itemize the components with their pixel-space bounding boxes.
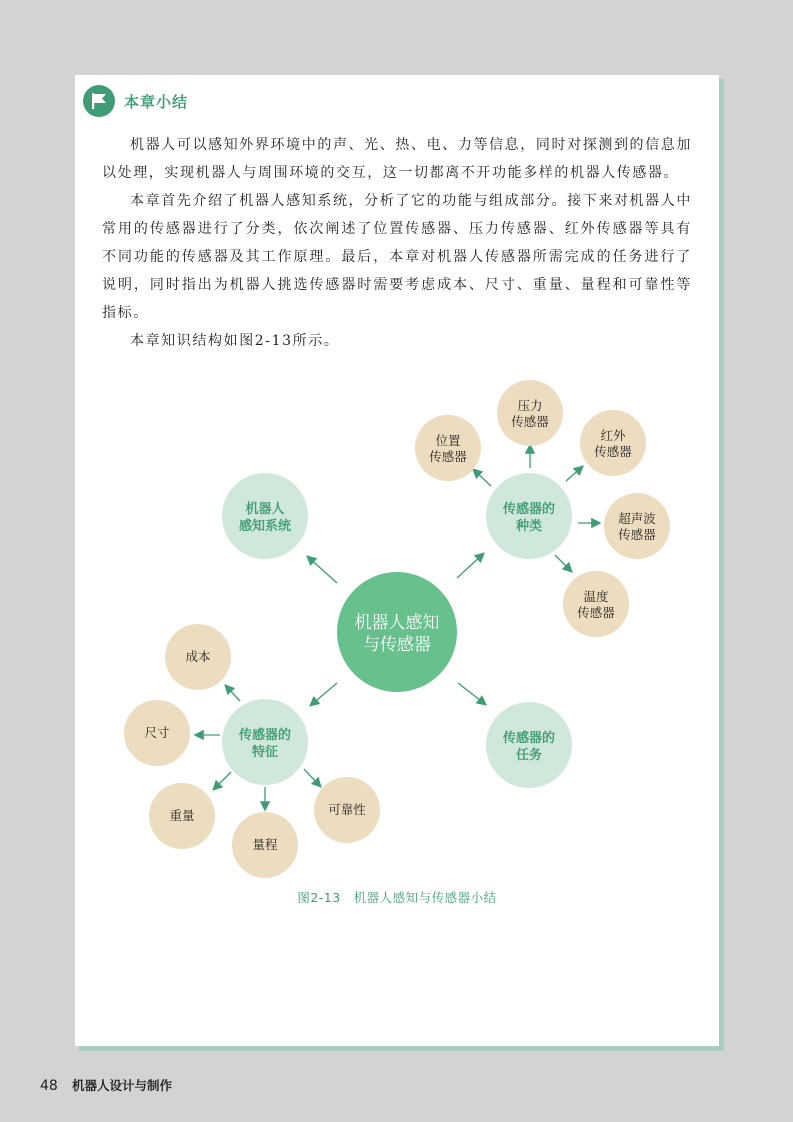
svg-text:传感器的: 传感器的 xyxy=(238,728,292,743)
branch-sensor-features xyxy=(222,699,308,785)
svg-text:传感器: 传感器 xyxy=(577,605,615,620)
svg-text:传感器的: 传感器的 xyxy=(502,502,556,517)
leaf-size xyxy=(124,700,190,766)
leaf-cost xyxy=(165,624,231,690)
branch-sensor-types xyxy=(486,473,572,559)
paragraph: 本章首先介绍了机器人感知系统，分析了它的功能与组成部分。接下来对机器人中常用的传感器进行了分类，依次阐述了位置传感器、压力传感器、红外传感器等具有不同功能的传感器及其工作原理。最后，本章对机器人传感器所需完成的任务进行了说明，同时指出为机器人挑选传感器时需要考虑成本、尺寸、重量、量程和可靠性等指标。 xyxy=(102,193,692,321)
svg-text:任务: 任务 xyxy=(515,748,543,763)
svg-text:量程: 量程 xyxy=(252,837,278,852)
knowledge-structure-diagram xyxy=(75,75,719,915)
svg-text:传感器: 传感器 xyxy=(511,414,549,429)
svg-text:成本: 成本 xyxy=(185,649,211,664)
branch-sensor-tasks xyxy=(486,702,572,788)
svg-text:传感器: 传感器 xyxy=(429,449,467,464)
paragraph: 机器人可以感知外界环境中的声、光、热、电、力等信息，同时对探测到的信息加以处理，实现机器人与周围环境的交互，这一切都离不开功能多样的机器人传感器。 xyxy=(102,137,692,181)
svg-text:位置: 位置 xyxy=(435,433,461,448)
branch-perception-system xyxy=(222,473,308,559)
leaf-infrared-sensor xyxy=(580,410,646,476)
svg-text:温度: 温度 xyxy=(583,589,609,604)
svg-text:可靠性: 可靠性 xyxy=(328,802,366,817)
leaf-range xyxy=(232,812,298,878)
svg-text:重量: 重量 xyxy=(169,808,195,823)
figure-caption: 图2-13 机器人感知与传感器小结 xyxy=(297,890,497,905)
svg-text:种类: 种类 xyxy=(515,519,543,534)
page xyxy=(75,75,719,1046)
svg-text:机器人: 机器人 xyxy=(245,502,285,517)
leaf-reliability xyxy=(314,777,380,843)
svg-text:特征: 特征 xyxy=(251,745,279,760)
page-number: 48 xyxy=(40,1078,58,1094)
page-footer xyxy=(40,1076,172,1094)
svg-text:超声波: 超声波 xyxy=(618,511,656,526)
leaf-ultrasonic-sensor xyxy=(604,493,670,559)
svg-text:传感器的: 传感器的 xyxy=(502,731,556,746)
center-label-line1: 机器人感知 xyxy=(354,613,440,633)
leaf-pressure-sensor xyxy=(497,380,563,446)
leaf-temperature-sensor xyxy=(563,571,629,637)
svg-text:尺寸: 尺寸 xyxy=(144,725,170,740)
svg-text:压力: 压力 xyxy=(517,398,543,413)
book-title: 机器人设计与制作 xyxy=(71,1078,172,1093)
center-label-line2: 与传感器 xyxy=(363,635,431,655)
paragraph: 本章知识结构如图2-13所示。 xyxy=(130,333,340,349)
leaf-weight xyxy=(149,783,215,849)
section-title: 本章小结 xyxy=(124,92,189,111)
svg-text:传感器: 传感器 xyxy=(594,444,632,459)
svg-text:传感器: 传感器 xyxy=(618,527,656,542)
svg-text:红外: 红外 xyxy=(600,428,626,443)
leaf-position-sensor xyxy=(415,415,481,481)
svg-text:感知系统: 感知系统 xyxy=(238,519,292,534)
center-node xyxy=(337,572,457,692)
